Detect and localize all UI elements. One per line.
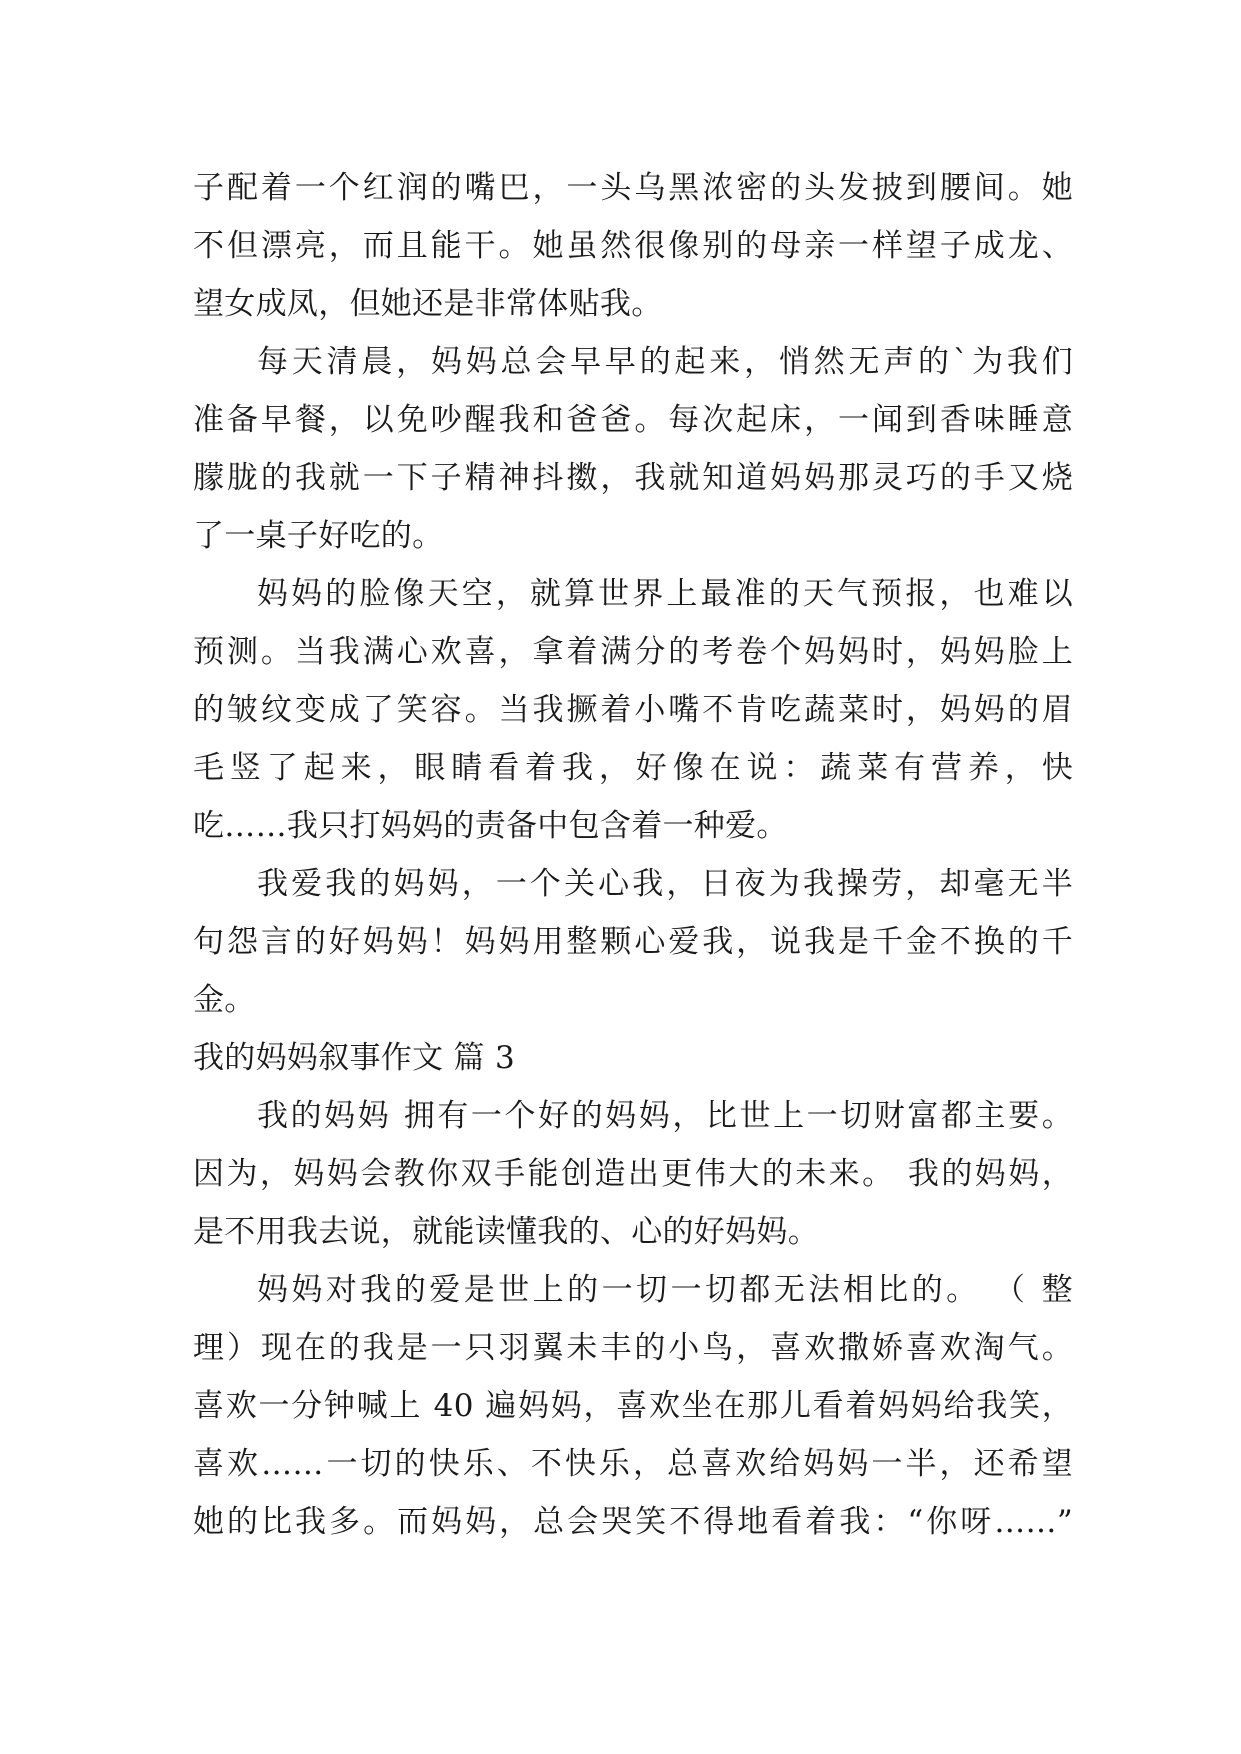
text-line: 金。 — [193, 982, 256, 1018]
text-line: 朦胧的我就一下子精神抖擞，我就知道妈妈那灵巧的手又烧 — [193, 460, 1073, 496]
body-text — [193, 159, 1073, 1551]
text-line: 句怨言的好妈妈！妈妈用整颗心爱我，说我是千金不换的千 — [193, 924, 1073, 960]
text-line: 妈妈的脸像天空，就算世界上最准的天气预报，也难以 — [257, 576, 1073, 612]
text-line: 预测。当我满心欢喜，拿着满分的考卷个妈妈时，妈妈脸上 — [193, 634, 1073, 670]
text-line: 不但漂亮，而且能干。她虽然很像别的母亲一样望子成龙、 — [193, 228, 1073, 264]
text-line: 妈妈对我的爱是世上的一切一切都无法相比的。 （ 整 — [257, 1272, 1073, 1308]
text-line: 喜欢……一切的快乐、不快乐，总喜欢给妈妈一半，还希望 — [193, 1446, 1073, 1482]
text-line: 吃……我只打妈妈的责备中包含着一种爱。 — [193, 808, 788, 844]
text-line: 子配着一个红润的嘴巴，一头乌黑浓密的头发披到腰间。她 — [193, 170, 1073, 206]
text-line: 是不用我去说，就能读懂我的、心的好妈妈。 — [193, 1214, 819, 1250]
text-line: 因为，妈妈会教你双手能创造出更伟大的未来。 我的妈妈， — [193, 1156, 1073, 1192]
text-line: 毛竖了起来，眼睛看着我，好像在说：蔬菜有营养，快 — [193, 750, 1073, 786]
text-line: 的皱纹变成了笑容。当我撅着小嘴不肯吃蔬菜时，妈妈的眉 — [193, 692, 1073, 728]
text-line: 准备早餐，以免吵醒我和爸爸。每次起床，一闻到香味睡意 — [193, 402, 1073, 438]
text-line: 她的比我多。而妈妈，总会哭笑不得地看着我：“你呀……” — [193, 1504, 1073, 1540]
text-line: 每天清晨，妈妈总会早早的起来，悄然无声的`为我们 — [257, 344, 1073, 380]
text-line: 我的妈妈 拥有一个好的妈妈，比世上一切财富都主要。 — [257, 1098, 1073, 1134]
text-line: 了一桌子好吃的。 — [193, 518, 444, 554]
text-line: 理）现在的我是一只羽翼未丰的小鸟，喜欢撒娇喜欢淘气。 — [193, 1330, 1073, 1366]
text-line: 望女成凤，但她还是非常体贴我。 — [193, 286, 663, 322]
text-line: 我爱我的妈妈，一个关心我，日夜为我操劳，却毫无半 — [257, 866, 1073, 902]
text-line: 喜欢一分钟喊上 40 遍妈妈，喜欢坐在那儿看着妈妈给我笑， — [193, 1388, 1073, 1424]
section-heading: 我的妈妈叙事作文 篇 3 — [193, 1040, 516, 1076]
